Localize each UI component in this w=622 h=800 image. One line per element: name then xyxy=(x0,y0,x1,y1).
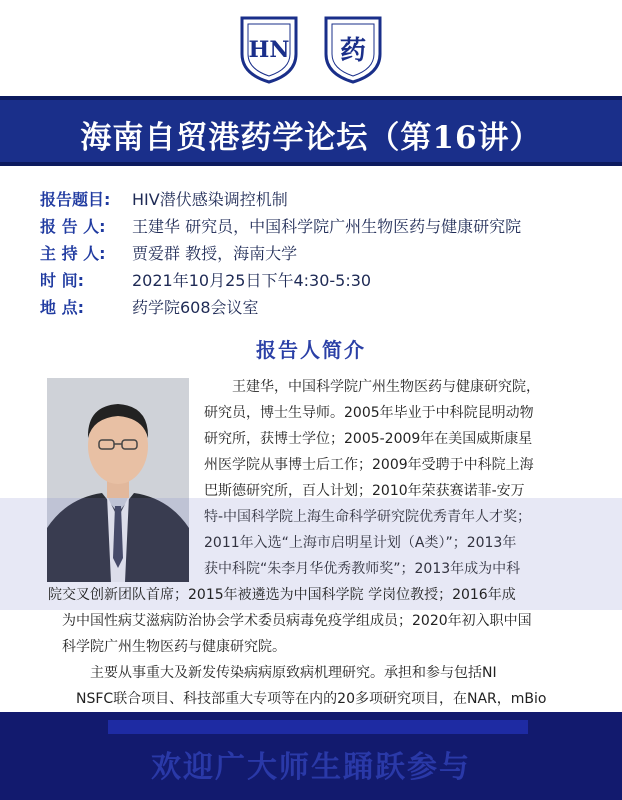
info-key: 报 告 人: xyxy=(40,217,106,236)
bio-line: 研究员，博士生导师。2005年毕业于中科院昆明动物 xyxy=(204,405,534,421)
section-title-bio: 报告人简介 xyxy=(256,338,366,362)
bio-line: 特-中国科学院上海生命科学研究院优秀青年人才奖； xyxy=(204,509,532,525)
university-shield-icon xyxy=(238,14,300,84)
footer-title: 欢迎广大师生踊跃参与 xyxy=(151,750,471,785)
info-key: 时 间: xyxy=(40,271,84,290)
rendering-artifact xyxy=(108,720,528,734)
info-key: 报告题目: xyxy=(40,190,111,209)
event-info xyxy=(40,186,610,321)
bio-line: NSFC联合项目、科技部重大专项等在内的20多项研究项目，在NAR，mBio xyxy=(76,691,547,707)
info-value: 药学院608会议室 xyxy=(132,298,259,317)
bio-paragraph-bottom xyxy=(48,582,618,712)
info-value: 2021年10月25日下午4:30-5:30 xyxy=(132,271,372,290)
info-value: HIV潜伏感染调控机制 xyxy=(132,190,288,209)
info-row-speaker xyxy=(40,213,610,240)
logo-right-text: 药 xyxy=(339,36,367,66)
bio-line: 院交叉创新团队首席；2015年被遴选为中国科学院 学岗位教授；2016年成 xyxy=(48,587,516,603)
info-key: 主 持 人: xyxy=(40,244,106,263)
info-key: 地 点: xyxy=(40,298,84,317)
info-row-host xyxy=(40,240,610,267)
logo-row xyxy=(0,14,622,86)
pharmacy-school-shield-icon xyxy=(322,14,384,84)
bio-line: 研究所，获博士学位；2005-2009年在美国威斯康星 xyxy=(204,431,533,447)
bio-line: 王建华，中国科学院广州生物医药与健康研究院， xyxy=(232,379,540,395)
bio-line: 科学院广州生物医药与健康研究院。 xyxy=(62,639,286,655)
logo-left-text: HN xyxy=(248,37,290,63)
info-row-location xyxy=(40,294,610,321)
bio-line: 2011年入选“上海市启明星计划（A类）”；2013年 xyxy=(204,535,517,551)
info-value: 王建华 研究员，中国科学院广州生物医药与健康研究院 xyxy=(132,217,522,236)
page-title: 海南自贸港药学论坛（第16讲） xyxy=(80,120,542,156)
bio-line: 为中国性病艾滋病防治协会学术委员病毒免疫学组成员；2020年初入职中国 xyxy=(62,613,532,629)
bio-line: 巴斯德研究所，百人计划；2010年荣获赛诺菲-安万 xyxy=(204,483,525,499)
info-value: 贾爱群 教授，海南大学 xyxy=(132,244,298,263)
info-row-time xyxy=(40,267,610,294)
bio-line: 州医学院从事博士后工作；2009年受聘于中科院上海 xyxy=(204,457,534,473)
bio-line: 主要从事重大及新发传染病病原致病机理研究。承担和参与包括NI xyxy=(90,665,497,681)
bio-line: 获中科院“朱李月华优秀教师奖”；2013年成为中科 xyxy=(204,561,521,577)
info-row-topic xyxy=(40,186,610,213)
